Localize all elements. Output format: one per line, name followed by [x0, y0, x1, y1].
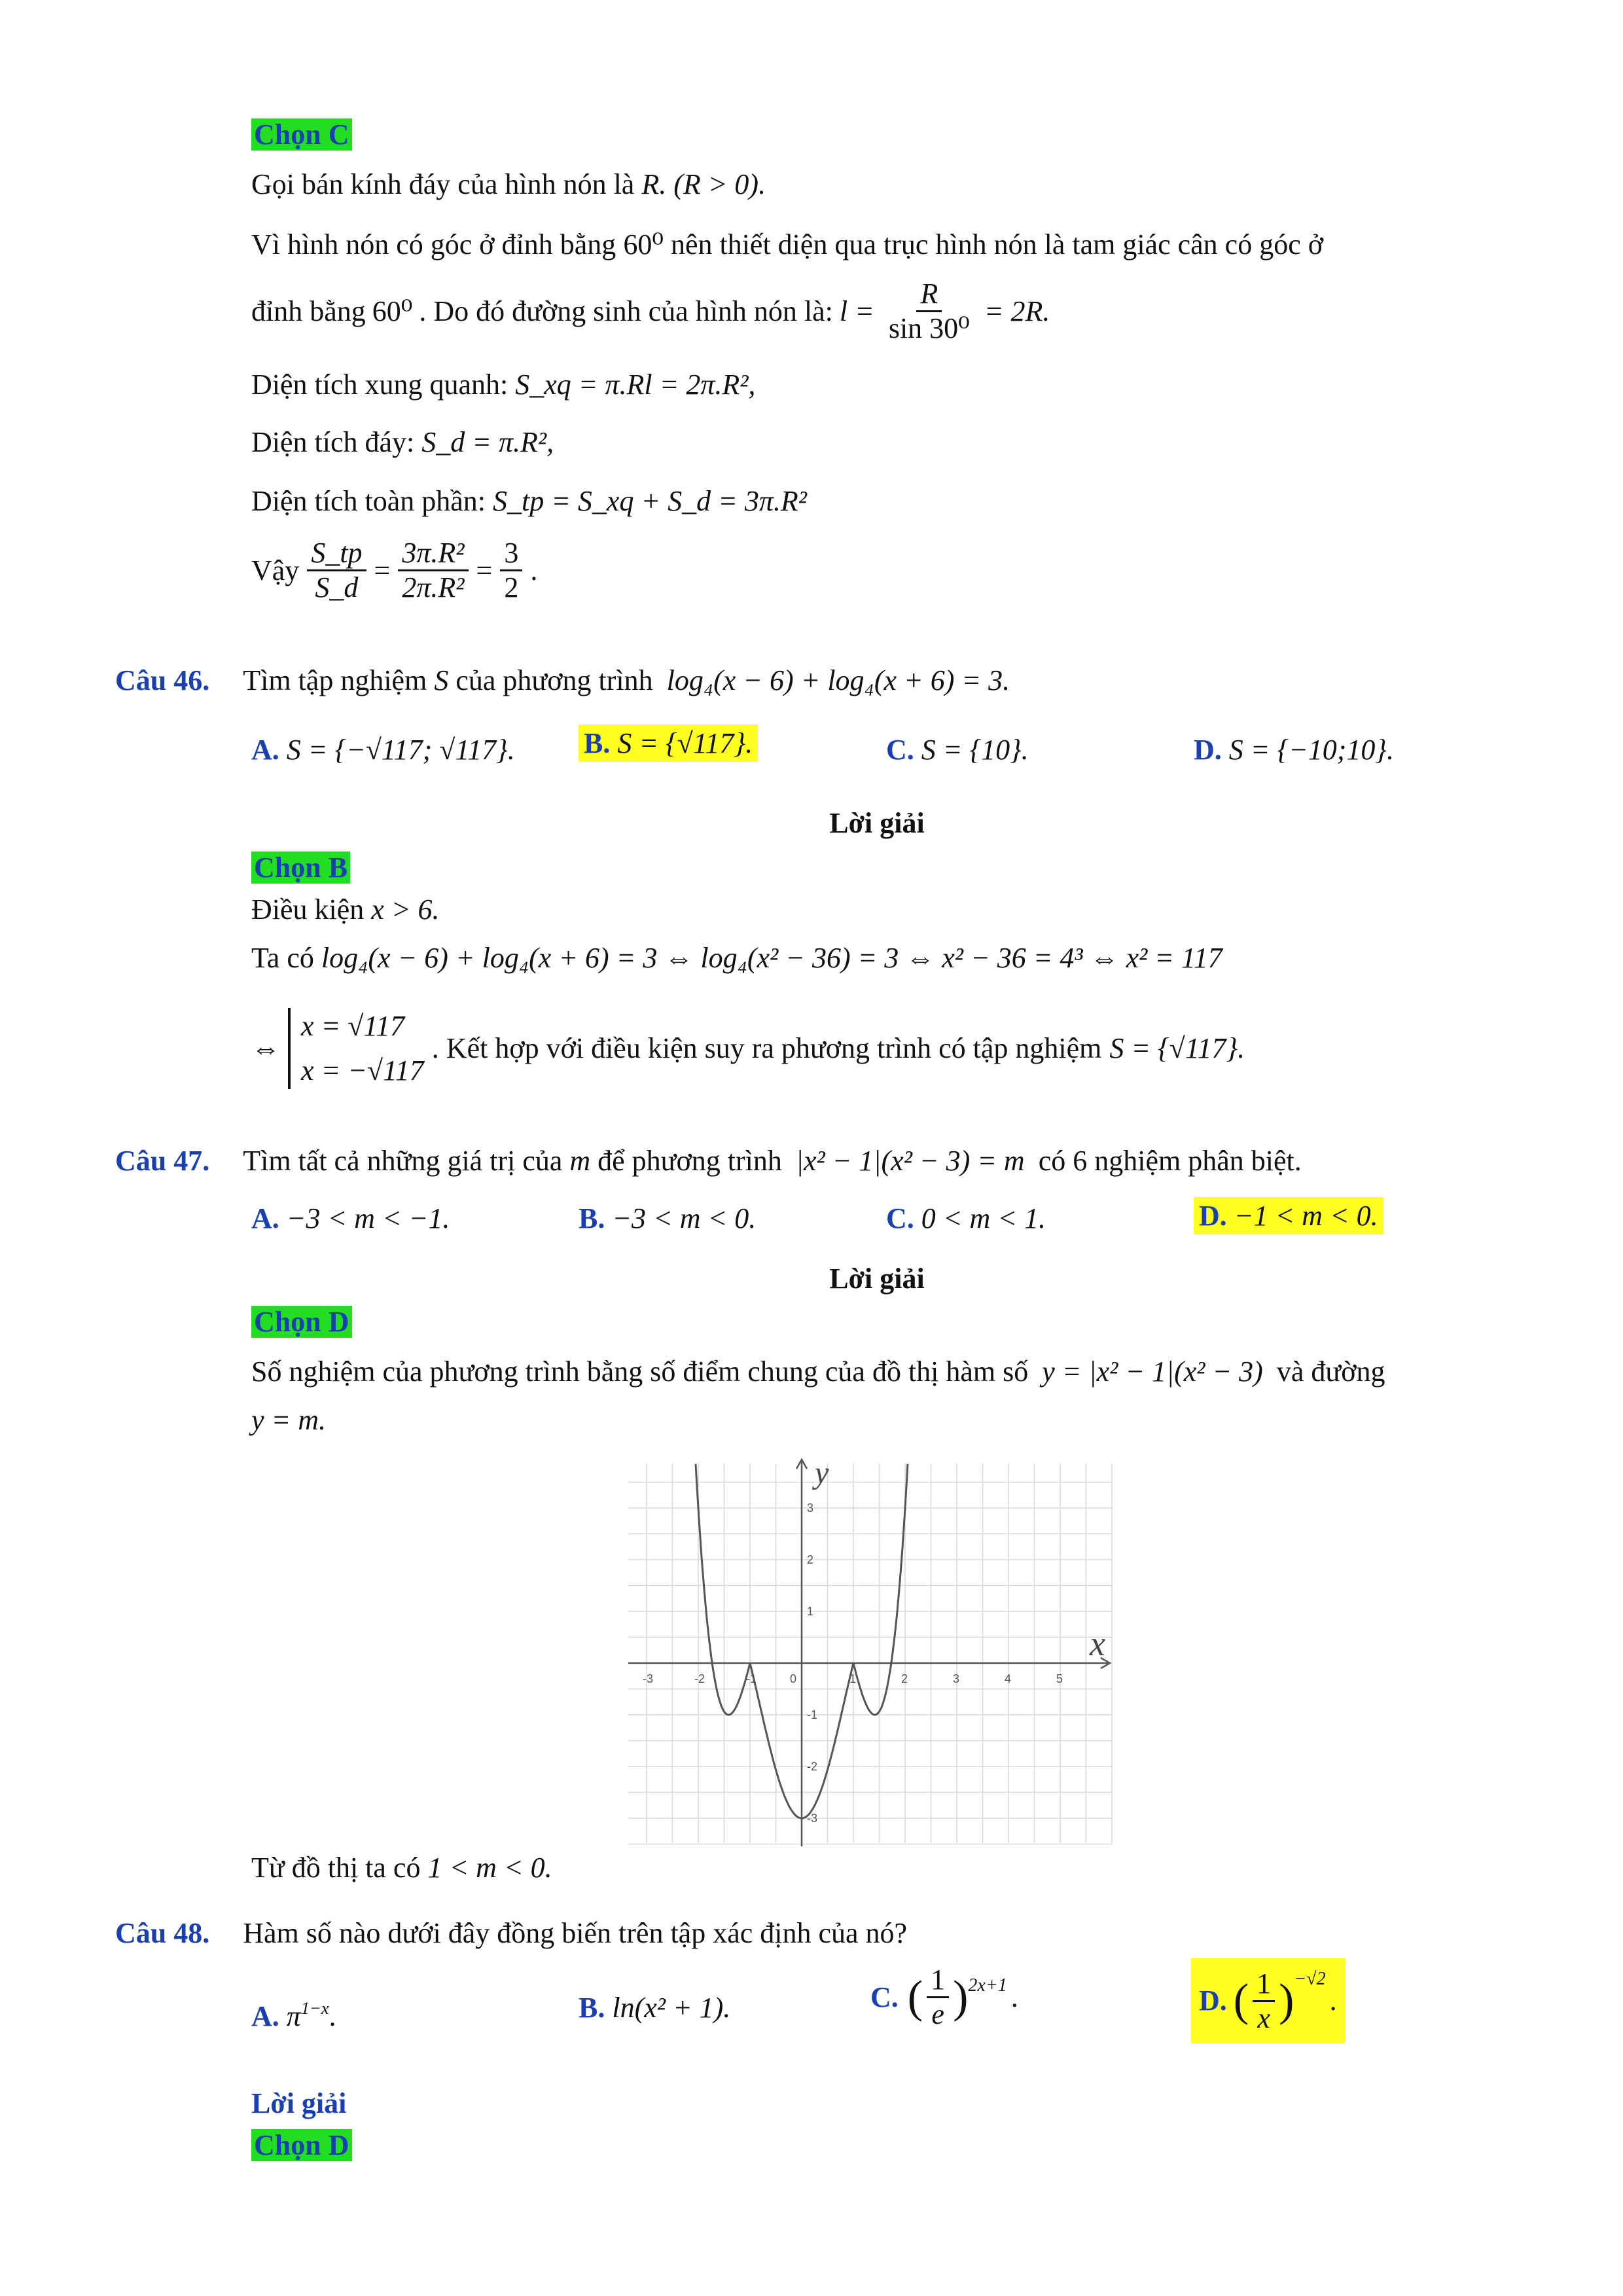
chon-d-badge: Chọn D: [251, 1304, 352, 1340]
graph-axes: [628, 1460, 1110, 1846]
q48-loigiai: Lời giải: [251, 2087, 347, 2119]
q46-option-c[interactable]: C. S = {10}.: [886, 734, 1029, 766]
question-47: Câu 47. Tìm tất cả những giá trị của m để phương trình |x² − 1|(x² − 3) = m có 6 nghiệm phân biệt.: [115, 1145, 1302, 1177]
q46-loigiai: Lời giải: [829, 807, 925, 839]
x-tick-label: 1: [849, 1672, 857, 1685]
q47-conclusion: Từ đồ thị ta có 1 < m < 0.: [251, 1852, 552, 1884]
q48-option-c[interactable]: C. ( $\frac{1}{e}$ ) 2x+1 .: [870, 1964, 1018, 2030]
generatrix-fraction: $\frac{R}{\text{sin 30⁰}}$: [888, 278, 970, 344]
sol45-line3: đỉnh bằng 60⁰ . Do đó đường sinh của hình nón là: l = $\frac{R}{\text{sin 30⁰}}$ = 2R.: [251, 278, 1050, 344]
x-tick-label: -1: [746, 1672, 757, 1685]
case-bracket: x = √117 x = −√117: [288, 1008, 424, 1089]
chon-c-badge: Chọn C: [251, 117, 352, 153]
q48-option-d[interactable]: D. ( $\frac{1}{x}$ ) −√2 .: [1191, 1958, 1345, 2043]
graph-y-label: y: [815, 1457, 829, 1490]
y-tick-label: -1: [807, 1708, 818, 1721]
y-tick-label: 3: [807, 1501, 814, 1515]
question-46: Câu 46. Tìm tập nghiệm S của phương trình log₄(x − 6) + log₄(x + 6) = 3.: [115, 664, 1010, 696]
q47-option-c[interactable]: C. 0 < m < 1.: [886, 1202, 1046, 1234]
x-tick-label: 3: [953, 1672, 960, 1685]
q46-step2: Ta có log₄(x − 6) + log₄(x + 6) = 3 ⇔ log₄(x² − 36) = 3 ⇔ x² − 36 = 4³ ⇔ x² = 117: [251, 942, 1222, 974]
q48-option-a[interactable]: A. $\pi^{1-x}$.: [251, 1998, 336, 2032]
q48-option-b[interactable]: B. ln(x² + 1).: [579, 1992, 731, 2024]
q47-option-a[interactable]: A. −3 < m < −1.: [251, 1202, 450, 1234]
graph-x-label: x: [1090, 1624, 1105, 1663]
sol45-line7: Vậy $\frac{S\_tp}{S\_d}$ = $\frac{\text{3π.R²}}{\text{2π.R²}}$ = $\frac{3}{2}$ .: [251, 537, 538, 603]
q47-loigiai: Lời giải: [829, 1263, 925, 1295]
y-tick-label: -2: [807, 1760, 818, 1773]
x-tick-label: -2: [694, 1672, 705, 1685]
graph-grid: [628, 1463, 1113, 1844]
q46-option-d[interactable]: D. S = {−10;10}.: [1194, 734, 1395, 766]
y-tick-label: 1: [807, 1605, 814, 1618]
sol45-line6: Diện tích toàn phần: S_tp = S_xq + S_d = 3π.R²: [251, 485, 807, 517]
q46-option-b[interactable]: B. S = {√117}.: [579, 725, 758, 762]
x-tick-label: 5: [1056, 1672, 1063, 1685]
chon-b-badge: Chọn B: [251, 850, 350, 886]
x-tick-label: -3: [643, 1672, 654, 1685]
q46-step1: Điều kiện x > 6.: [251, 893, 440, 925]
sol45-line4: Diện tích xung quanh: S_xq = π.Rl = 2π.R²,: [251, 368, 756, 401]
chon-d-badge-48: Chọn D: [251, 2127, 352, 2164]
q46-step3: ⇔ x = √117 x = −√117 . Kết hợp với điều kiện suy ra phương trình có tập nghiệm S = {√117}.: [251, 1008, 1245, 1089]
q47-option-b[interactable]: B. −3 < m < 0.: [579, 1202, 757, 1234]
sol45-line1: Gọi bán kính đáy của hình nón là R. (R > 0).: [251, 168, 766, 200]
x-tick-label: 0: [790, 1672, 797, 1685]
question-48: Câu 48. Hàm số nào dưới đây đồng biến trên tập xác định của nó?: [115, 1917, 908, 1949]
y-tick-label: 2: [807, 1553, 814, 1566]
x-tick-label: 4: [1005, 1672, 1012, 1685]
function-graph: [628, 1457, 1113, 1850]
sol45-line2: Vì hình nón có góc ở đỉnh bằng 60⁰ nên thiết diện qua trục hình nón là tam giác cân có góc ở: [251, 228, 1323, 260]
y-tick-label: -3: [807, 1812, 818, 1825]
q47-step2: y = m.: [251, 1404, 326, 1436]
sol45-line5: Diện tích đáy: S_d = π.R²,: [251, 426, 554, 458]
q46-option-a[interactable]: A. S = {−√117; √117}.: [251, 734, 515, 766]
x-tick-label: 2: [901, 1672, 908, 1685]
q47-option-d[interactable]: D. −1 < m < 0.: [1194, 1198, 1383, 1234]
q47-step1: Số nghiệm của phương trình bằng số điểm chung của đồ thị hàm số y = |x² − 1|(x² − 3) và đường: [251, 1355, 1385, 1388]
